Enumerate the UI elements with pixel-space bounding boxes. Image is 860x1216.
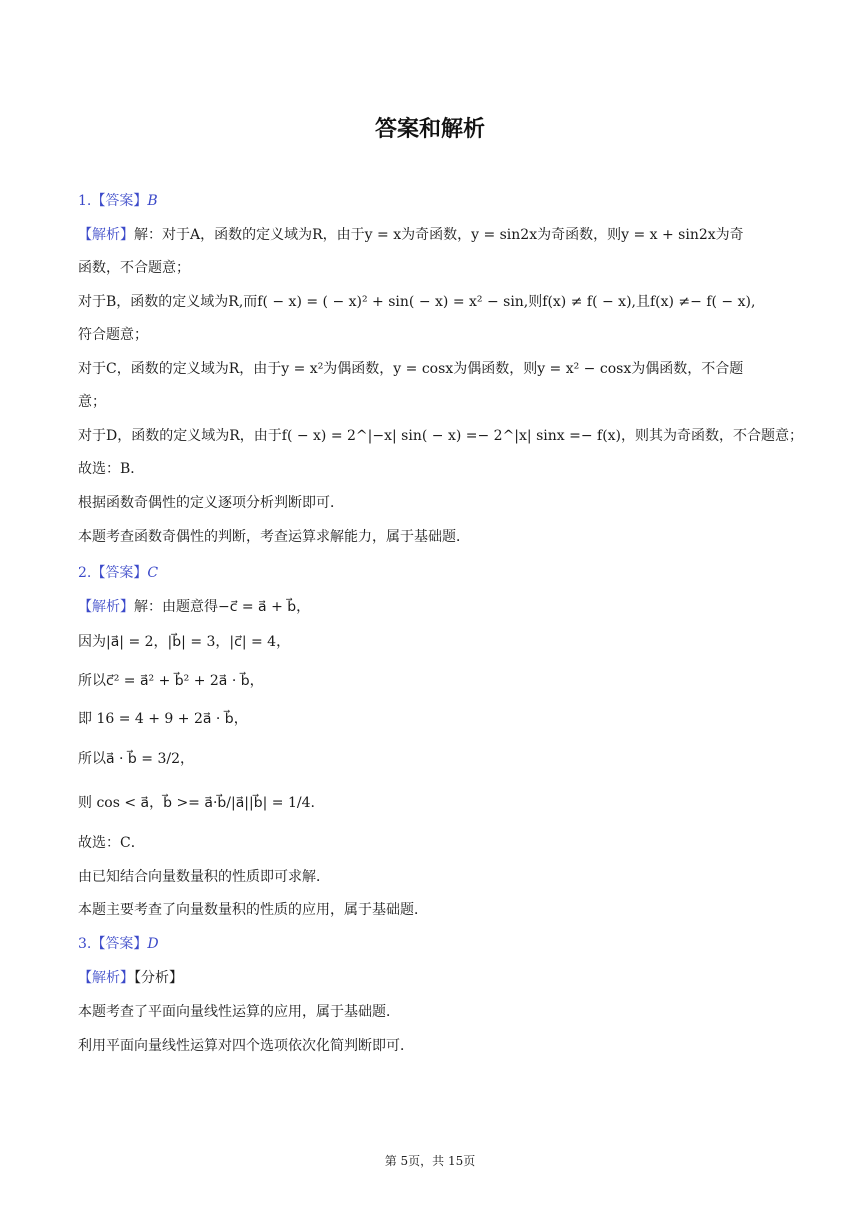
q1-analysis-tag: 【解析】 [78,227,134,243]
q1-text-9: 根据函数奇偶性的定义逐项分析判断即可． [78,495,344,511]
q2-text-9: 本题主要考查了向量数量积的性质的应用，属于基础题． [78,902,428,918]
q3-number: 3. [78,936,92,952]
q3-answer-line [78,933,790,955]
q1-text-6: 意； [78,394,106,410]
q3-text-1: 本题考查了平面向量线性运算的应用，属于基础题． [78,1004,400,1020]
q1-text-10: 本题考查函数奇偶性的判断，考查运算求解能力，属于基础题． [78,529,470,545]
q2-text-8: 由已知结合向量数量积的性质即可求解． [78,869,330,885]
q2-text-2: 因为|a⃗| = 2，|b⃗| = 3，|c⃗| = 4， [78,634,291,650]
q1-text-5: 对于C，函数的定义域为R，由于y = x²为偶函数，y = cosx为偶函数，则y = x² − cosx为偶函数，不合题 [78,361,744,377]
q3-answer-value: D [147,936,159,952]
q3-text-2: 利用平面向量线性运算对四个选项依次化简判断即可． [78,1038,414,1054]
q2-text-4: 即 16 = 4 + 9 + 2a⃗ · b⃗， [78,711,248,727]
q2-text-5: 所以a⃗ · b⃗ = 3/2， [78,751,194,767]
q1-number: 1. [78,193,92,209]
q2-analysis-line-1 [78,596,790,618]
q2-answer-line [78,562,790,584]
q2-number: 2. [78,565,92,581]
q1-text-2: 函数，不合题意； [78,260,190,276]
q2-analysis-tag: 【解析】 [78,599,134,615]
q1-text-3: 对于B，函数的定义域为R,而f( − x) = ( − x)² + sin( − x) = x² − sin,则f(x) ≠ f( − x),且f(x) ≠− f( − x), [78,294,756,310]
q2-answer-value: C [147,565,159,581]
q2-text-7: 故选：C． [78,835,145,851]
q3-analysis-tag-2: 【分析】 [134,970,183,986]
q2-answer-tag: 【答案】 [91,565,148,581]
q3-analysis-line-1 [78,967,790,989]
q1-answer-tag: 【答案】 [91,193,148,209]
q1-answer-value: B [147,193,158,209]
q1-text-8: 故选：B． [78,461,145,477]
q1-text-4: 符合题意； [78,327,148,343]
page-title: 答案和解析 [374,117,485,142]
q1-analysis-line-1 [78,224,790,246]
q3-answer-tag: 【答案】 [91,936,148,952]
q2-text-1: 解：由题意得−c⃗ = a⃗ + b⃗， [134,599,311,615]
q1-text-7: 对于D，函数的定义域为R，由于f( − x) = 2^|−x| sin( − x) =− 2^|x| sinx =− f(x)，则其为奇函数，不合题意； [78,428,804,444]
page-footer: 第 5页，共 15页 [384,1154,476,1168]
q2-text-6: 则 cos < a⃗，b⃗ >= a⃗·b⃗/|a⃗||b⃗| = 1/4. [78,795,315,811]
q1-text-1: 解：对于A，函数的定义域为R，由于y = x为奇函数，y = sin2x为奇函数，则y = x + sin2x为奇 [134,227,744,243]
q3-analysis-tag: 【解析】 [78,970,134,986]
q1-answer-line [78,190,790,212]
q2-text-3: 所以c⃗² = a⃗² + b⃗² + 2a⃗ · b⃗， [78,673,264,689]
